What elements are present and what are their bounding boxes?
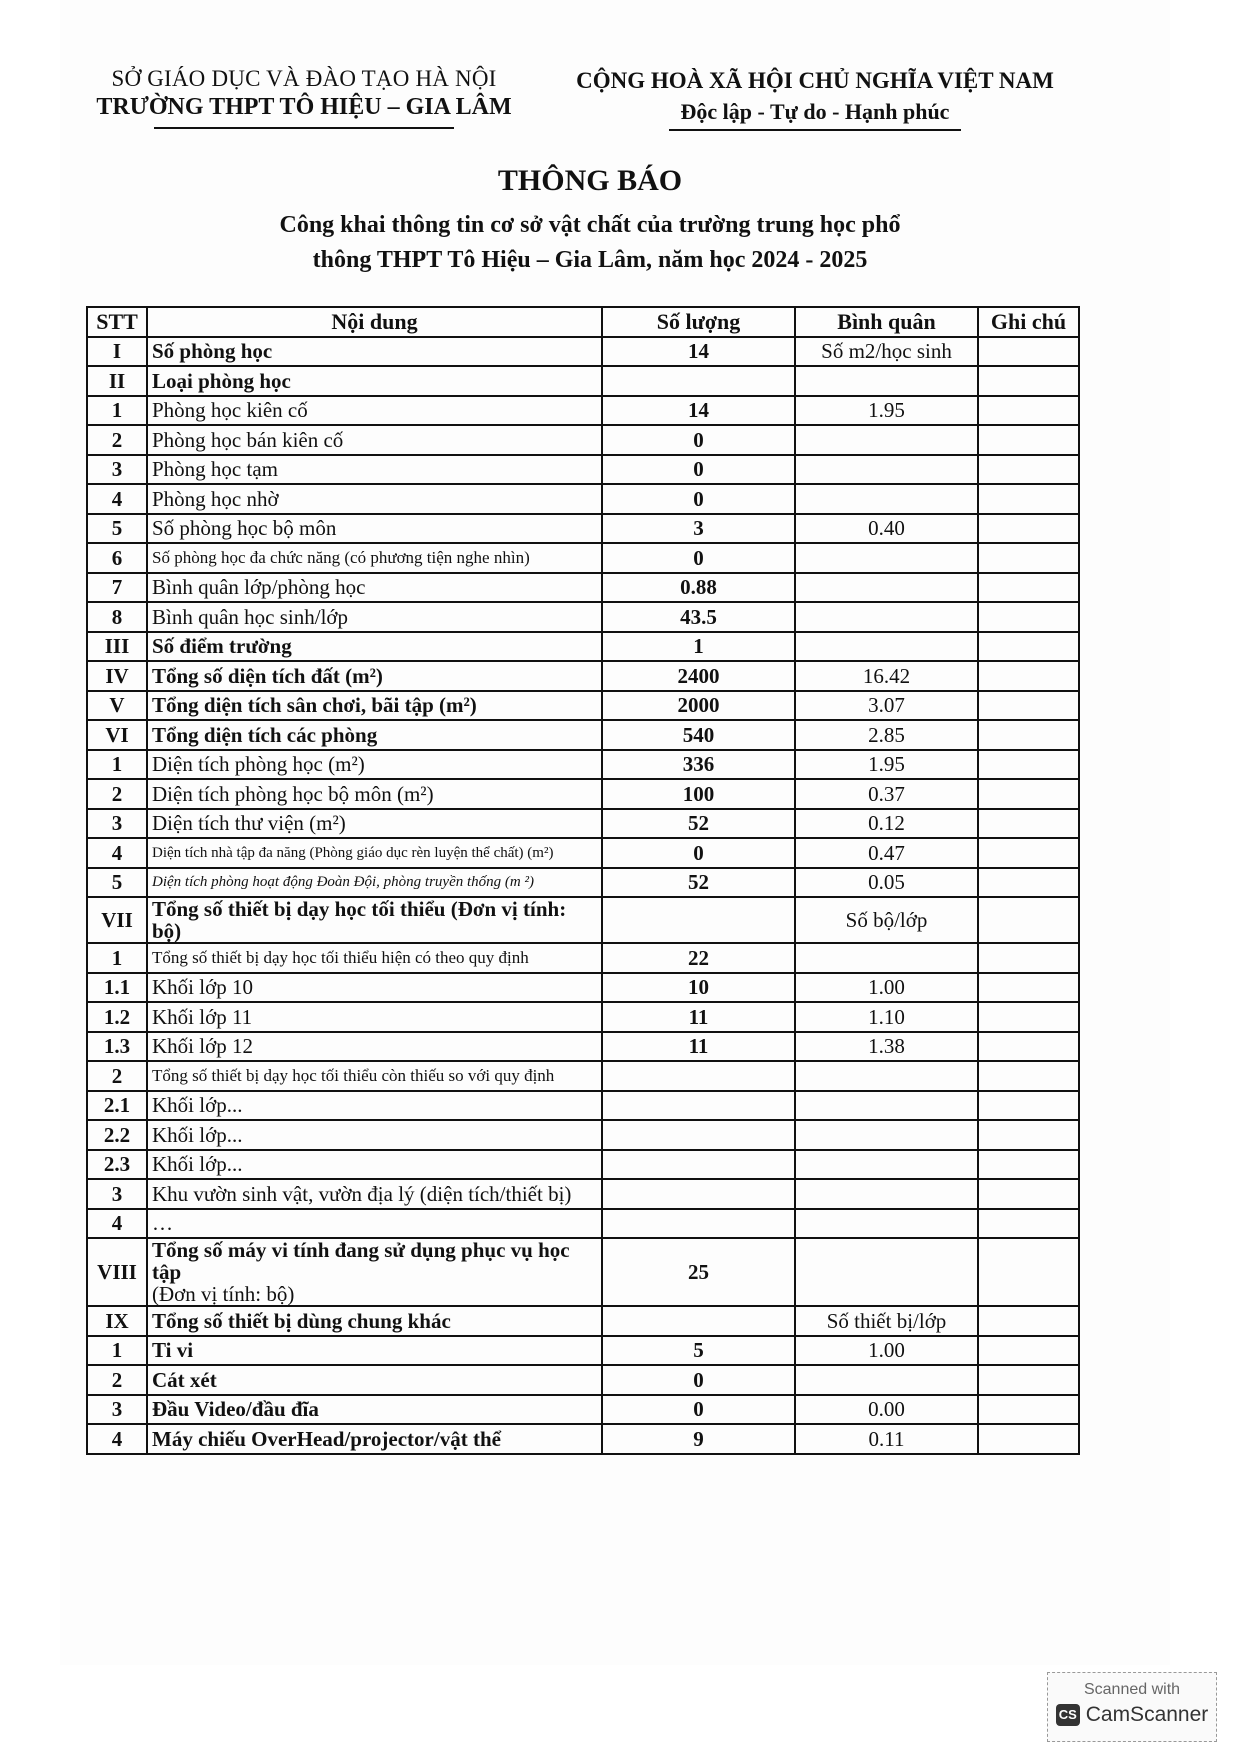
camscanner-logo-icon: CS	[1056, 1704, 1080, 1726]
row-content-text: Phòng học bán kiên cố	[152, 427, 344, 452]
row-content-text: Số điểm trường	[152, 634, 292, 659]
row-count: 540	[602, 720, 795, 750]
row-content	[147, 632, 602, 662]
table-row	[87, 1179, 1079, 1209]
row-content	[147, 455, 602, 485]
table-row	[87, 1120, 1079, 1150]
row-content-text: Diện tích thư viện (m²)	[152, 811, 346, 836]
row-content	[147, 337, 602, 367]
table-row	[87, 1395, 1079, 1425]
row-average	[795, 943, 978, 973]
row-content	[147, 720, 602, 750]
row-count: 0	[602, 425, 795, 455]
motto-underline	[669, 129, 961, 131]
table-row	[87, 1365, 1079, 1395]
row-content	[147, 1091, 602, 1121]
row-stt: 1	[87, 750, 147, 780]
document-title: THÔNG BÁO	[497, 164, 683, 197]
row-stt: I	[87, 337, 147, 367]
row-stt: 1	[87, 396, 147, 426]
row-count: 25	[602, 1238, 795, 1306]
row-note	[978, 750, 1079, 780]
row-note	[978, 1061, 1079, 1091]
row-content	[147, 484, 602, 514]
table-body	[87, 337, 1079, 1454]
row-average: Số bộ/lớp	[795, 897, 978, 943]
table-row	[87, 1061, 1079, 1091]
row-stt: 4	[87, 838, 147, 868]
row-content	[147, 514, 602, 544]
row-content-text: Cát xét	[152, 1367, 217, 1392]
row-average	[795, 484, 978, 514]
row-count	[602, 1061, 795, 1091]
table-row	[87, 809, 1079, 839]
row-stt: IV	[87, 661, 147, 691]
row-average	[795, 1061, 978, 1091]
row-note	[978, 868, 1079, 898]
row-note	[978, 1002, 1079, 1032]
row-content-text: Tổng số diện tích đất (m²)	[152, 663, 383, 688]
row-content-text: Diện tích phòng học (m²)	[152, 752, 365, 777]
row-content-text: Số phòng học đa chức năng (có phương tiện nghe nhìn)	[152, 547, 530, 567]
row-average	[795, 455, 978, 485]
national-motto-block	[560, 68, 1070, 131]
row-note	[978, 897, 1079, 943]
subtitle-line-2: thông THPT Tô Hiệu – Gia Lâm, năm học 2024 - 2025	[312, 247, 868, 273]
row-note	[978, 543, 1079, 573]
row-stt: 2	[87, 425, 147, 455]
row-average	[795, 1120, 978, 1150]
row-content-text: Khối lớp...	[152, 1093, 243, 1118]
row-content	[147, 809, 602, 839]
row-stt: VIII	[87, 1238, 147, 1306]
row-note	[978, 1209, 1079, 1239]
table-row	[87, 1032, 1079, 1062]
row-count	[602, 1209, 795, 1239]
row-average	[795, 1150, 978, 1180]
row-content-text: Diện tích phòng hoạt động Đoàn Đội, phòng truyền thống (m ²)	[152, 874, 534, 891]
table-row	[87, 573, 1079, 603]
row-average: 0.37	[795, 779, 978, 809]
row-content-text: Số phòng học bộ môn	[152, 516, 337, 541]
row-content	[147, 661, 602, 691]
row-note	[978, 661, 1079, 691]
table-row	[87, 973, 1079, 1003]
row-stt: 2.2	[87, 1120, 147, 1150]
row-count: 52	[602, 868, 795, 898]
row-stt: 1	[87, 943, 147, 973]
subtitle-line-1: Công khai thông tin cơ sở vật chất của trường trung học phổ	[279, 212, 901, 238]
table-row	[87, 720, 1079, 750]
row-average	[795, 1365, 978, 1395]
row-content-text: Tổng số thiết bị dùng chung khác	[152, 1308, 451, 1333]
watermark-line-2	[1048, 1703, 1216, 1727]
row-average: 1.95	[795, 750, 978, 780]
table-row	[87, 1238, 1079, 1306]
row-content	[147, 973, 602, 1003]
row-note	[978, 720, 1079, 750]
row-stt: 6	[87, 543, 147, 573]
row-stt: 3	[87, 1179, 147, 1209]
row-count	[602, 897, 795, 943]
row-content-text: Khối lớp 12	[152, 1034, 253, 1059]
table-row	[87, 943, 1079, 973]
row-content	[147, 1032, 602, 1062]
row-content	[147, 1179, 602, 1209]
row-note	[978, 809, 1079, 839]
row-note	[978, 1424, 1079, 1454]
row-content-text: Diện tích nhà tập đa năng (Phòng giáo dục rèn luyện thể chất) (m²)	[152, 844, 554, 861]
row-average: 0.05	[795, 868, 978, 898]
row-note	[978, 632, 1079, 662]
row-content-text: Tổng số thiết bị dạy học tối thiểu hiện có theo quy định	[152, 947, 529, 967]
school-name: TRƯỜNG THPT TÔ HIỆU – GIA LÂM	[96, 94, 512, 120]
row-count: 22	[602, 943, 795, 973]
row-stt: 5	[87, 868, 147, 898]
row-count: 0	[602, 455, 795, 485]
row-content	[147, 750, 602, 780]
row-content-text: Phòng học nhờ	[152, 486, 279, 511]
row-stt: 8	[87, 602, 147, 632]
row-average: 0.47	[795, 838, 978, 868]
row-content-text: Loại phòng học	[152, 368, 291, 393]
table-row	[87, 455, 1079, 485]
row-stt: 1.1	[87, 973, 147, 1003]
issuer-underline	[154, 127, 454, 129]
row-count: 11	[602, 1032, 795, 1062]
row-note	[978, 425, 1079, 455]
row-content-text: Khu vườn sinh vật, vườn địa lý (diện tích/thiết bị)	[152, 1181, 572, 1206]
table-row	[87, 1424, 1079, 1454]
row-content-text: Tổng số thiết bị dạy học tối thiểu còn thiếu so với quy định	[152, 1065, 555, 1085]
row-average	[795, 632, 978, 662]
row-content	[147, 1306, 602, 1336]
row-average: 0.40	[795, 514, 978, 544]
table-row	[87, 868, 1079, 898]
row-content-text: Khối lớp...	[152, 1122, 243, 1147]
row-count: 14	[602, 396, 795, 426]
table-row	[87, 1091, 1079, 1121]
row-count: 2400	[602, 661, 795, 691]
watermark-line-1: Scanned with	[1083, 1681, 1181, 1698]
table-row	[87, 1306, 1079, 1336]
row-stt: 7	[87, 573, 147, 603]
row-stt: VI	[87, 720, 147, 750]
row-content	[147, 691, 602, 721]
row-content-text: Số phòng học	[152, 339, 273, 364]
table-row	[87, 337, 1079, 367]
row-average: 2.85	[795, 720, 978, 750]
table-row	[87, 514, 1079, 544]
table-row	[87, 602, 1079, 632]
row-average: 16.42	[795, 661, 978, 691]
table-row	[87, 838, 1079, 868]
row-average	[795, 1238, 978, 1306]
table-row	[87, 366, 1079, 396]
row-note	[978, 1032, 1079, 1062]
facilities-table	[86, 306, 1080, 1455]
row-note	[978, 838, 1079, 868]
row-average	[795, 543, 978, 573]
row-content	[147, 543, 602, 573]
row-content-text: Tổng số thiết bị dạy học tối thiểu (Đơn vị tính: bộ)	[152, 897, 567, 943]
row-note	[978, 1120, 1079, 1150]
table-row	[87, 632, 1079, 662]
column-header-note: Ghi chú	[978, 307, 1079, 337]
row-count: 0	[602, 484, 795, 514]
table-row	[87, 897, 1079, 943]
row-content-text: Bình quân học sinh/lớp	[152, 604, 349, 629]
row-content	[147, 1150, 602, 1180]
row-note	[978, 484, 1079, 514]
row-average: 0.12	[795, 809, 978, 839]
row-content-text: Máy chiếu OverHead/projector/vật thể	[152, 1426, 501, 1451]
row-stt: 2	[87, 1061, 147, 1091]
camscanner-watermark	[1047, 1672, 1217, 1742]
row-content	[147, 396, 602, 426]
table-row	[87, 1002, 1079, 1032]
row-note	[978, 1365, 1079, 1395]
row-average	[795, 573, 978, 603]
row-note	[978, 779, 1079, 809]
row-stt: V	[87, 691, 147, 721]
row-content-text: Phòng học tạm	[152, 457, 278, 482]
row-note	[978, 973, 1079, 1003]
column-header-average: Bình quân	[795, 307, 978, 337]
row-average	[795, 1091, 978, 1121]
motto: Độc lập - Tự do - Hạnh phúc	[680, 99, 950, 124]
row-content	[147, 366, 602, 396]
row-note	[978, 1091, 1079, 1121]
row-average: Số m2/học sinh	[795, 337, 978, 367]
row-average: 1.10	[795, 1002, 978, 1032]
row-count: 10	[602, 973, 795, 1003]
row-content	[147, 425, 602, 455]
table-row	[87, 1336, 1079, 1366]
row-content	[147, 779, 602, 809]
row-content-text: Đầu Video/đầu đĩa	[152, 1397, 319, 1422]
table-row	[87, 750, 1079, 780]
table-row	[87, 691, 1079, 721]
row-content	[147, 1238, 602, 1306]
row-stt: 4	[87, 1424, 147, 1454]
row-count	[602, 1091, 795, 1121]
row-stt: 3	[87, 809, 147, 839]
row-note	[978, 366, 1079, 396]
row-content	[147, 897, 602, 943]
row-stt: 4	[87, 1209, 147, 1239]
row-note	[978, 337, 1079, 367]
row-note	[978, 943, 1079, 973]
row-average: 3.07	[795, 691, 978, 721]
row-stt: 3	[87, 1395, 147, 1425]
row-count: 100	[602, 779, 795, 809]
row-average: 1.95	[795, 396, 978, 426]
row-count: 336	[602, 750, 795, 780]
row-content	[147, 1424, 602, 1454]
row-average: 0.11	[795, 1424, 978, 1454]
row-average: Số thiết bị/lớp	[795, 1306, 978, 1336]
row-content-text: Tổng diện tích các phòng	[152, 722, 378, 747]
row-content-text: …	[152, 1211, 173, 1236]
row-count: 9	[602, 1424, 795, 1454]
column-header-stt: STT	[87, 307, 147, 337]
table-row	[87, 543, 1079, 573]
column-header-content: Nội dung	[147, 307, 602, 337]
row-content	[147, 602, 602, 632]
row-average: 1.38	[795, 1032, 978, 1062]
row-content-text: Ti vi	[152, 1338, 194, 1363]
row-content-text: Khối lớp...	[152, 1152, 243, 1177]
row-average	[795, 1179, 978, 1209]
row-stt: 5	[87, 514, 147, 544]
watermark-brand: CamScanner	[1085, 1703, 1209, 1726]
row-count: 14	[602, 337, 795, 367]
row-count: 3	[602, 514, 795, 544]
table-row	[87, 484, 1079, 514]
table-row	[87, 425, 1079, 455]
row-note	[978, 455, 1079, 485]
row-count: 52	[602, 809, 795, 839]
row-count: 0	[602, 543, 795, 573]
row-content-text: Tổng số máy vi tính đang sử dụng phục vụ học tập	[152, 1238, 570, 1284]
row-note	[978, 691, 1079, 721]
row-count	[602, 1120, 795, 1150]
country-name: CỘNG HOÀ XÃ HỘI CHỦ NGHĨA VIỆT NAM	[576, 68, 1054, 93]
row-content	[147, 1209, 602, 1239]
row-content-text: Diện tích phòng học bộ môn (m²)	[152, 781, 434, 806]
row-content-text: Khối lớp 10	[152, 975, 253, 1000]
row-note	[978, 396, 1079, 426]
row-count: 0.88	[602, 573, 795, 603]
row-stt: 2.3	[87, 1150, 147, 1180]
row-note	[978, 1306, 1079, 1336]
row-average: 1.00	[795, 1336, 978, 1366]
row-stt: 1.2	[87, 1002, 147, 1032]
row-average: 0.00	[795, 1395, 978, 1425]
row-content	[147, 1061, 602, 1091]
row-content	[147, 868, 602, 898]
row-content-subtext: (Đơn vị tính: bộ)	[152, 1282, 295, 1306]
row-count: 0	[602, 838, 795, 868]
row-content	[147, 1365, 602, 1395]
row-note	[978, 514, 1079, 544]
row-count	[602, 1306, 795, 1336]
row-stt: 2	[87, 1365, 147, 1395]
row-note	[978, 1179, 1079, 1209]
row-count: 43.5	[602, 602, 795, 632]
column-header-count: Số lượng	[602, 307, 795, 337]
table-row	[87, 779, 1079, 809]
row-note	[978, 1238, 1079, 1306]
row-note	[978, 1395, 1079, 1425]
row-note	[978, 573, 1079, 603]
row-count: 0	[602, 1395, 795, 1425]
row-average	[795, 366, 978, 396]
row-count	[602, 1179, 795, 1209]
row-stt: VII	[87, 897, 147, 943]
row-stt: 1.3	[87, 1032, 147, 1062]
row-content	[147, 943, 602, 973]
row-average	[795, 425, 978, 455]
row-count: 5	[602, 1336, 795, 1366]
issuer-block	[84, 66, 524, 129]
row-average	[795, 1209, 978, 1239]
row-content-text: Khối lớp 11	[152, 1004, 253, 1029]
row-content-text: Phòng học kiên cố	[152, 398, 308, 423]
row-average: 1.00	[795, 973, 978, 1003]
row-stt: 2	[87, 779, 147, 809]
row-content	[147, 1120, 602, 1150]
row-stt: 1	[87, 1336, 147, 1366]
row-count: 2000	[602, 691, 795, 721]
row-count	[602, 1150, 795, 1180]
row-content	[147, 1395, 602, 1425]
row-count: 11	[602, 1002, 795, 1032]
row-content	[147, 573, 602, 603]
table-row	[87, 396, 1079, 426]
row-count	[602, 366, 795, 396]
row-stt: IX	[87, 1306, 147, 1336]
row-content	[147, 1336, 602, 1366]
row-stt: 4	[87, 484, 147, 514]
row-count: 1	[602, 632, 795, 662]
row-content	[147, 1002, 602, 1032]
row-stt: 3	[87, 455, 147, 485]
row-stt: III	[87, 632, 147, 662]
table-row	[87, 1209, 1079, 1239]
row-content	[147, 838, 602, 868]
row-stt: 2.1	[87, 1091, 147, 1121]
row-note	[978, 1336, 1079, 1366]
row-content-text: Tổng diện tích sân chơi, bãi tập (m²)	[152, 693, 477, 718]
row-average	[795, 602, 978, 632]
table-row	[87, 661, 1079, 691]
row-count: 0	[602, 1365, 795, 1395]
table-row	[87, 1150, 1079, 1180]
row-note	[978, 1150, 1079, 1180]
table-header-row	[87, 307, 1079, 337]
row-stt: II	[87, 366, 147, 396]
document-subtitle	[0, 208, 1180, 278]
row-note	[978, 602, 1079, 632]
row-content-text: Bình quân lớp/phòng học	[152, 575, 366, 600]
department-name: SỞ GIÁO DỤC VÀ ĐÀO TẠO HÀ NỘI	[111, 66, 497, 91]
